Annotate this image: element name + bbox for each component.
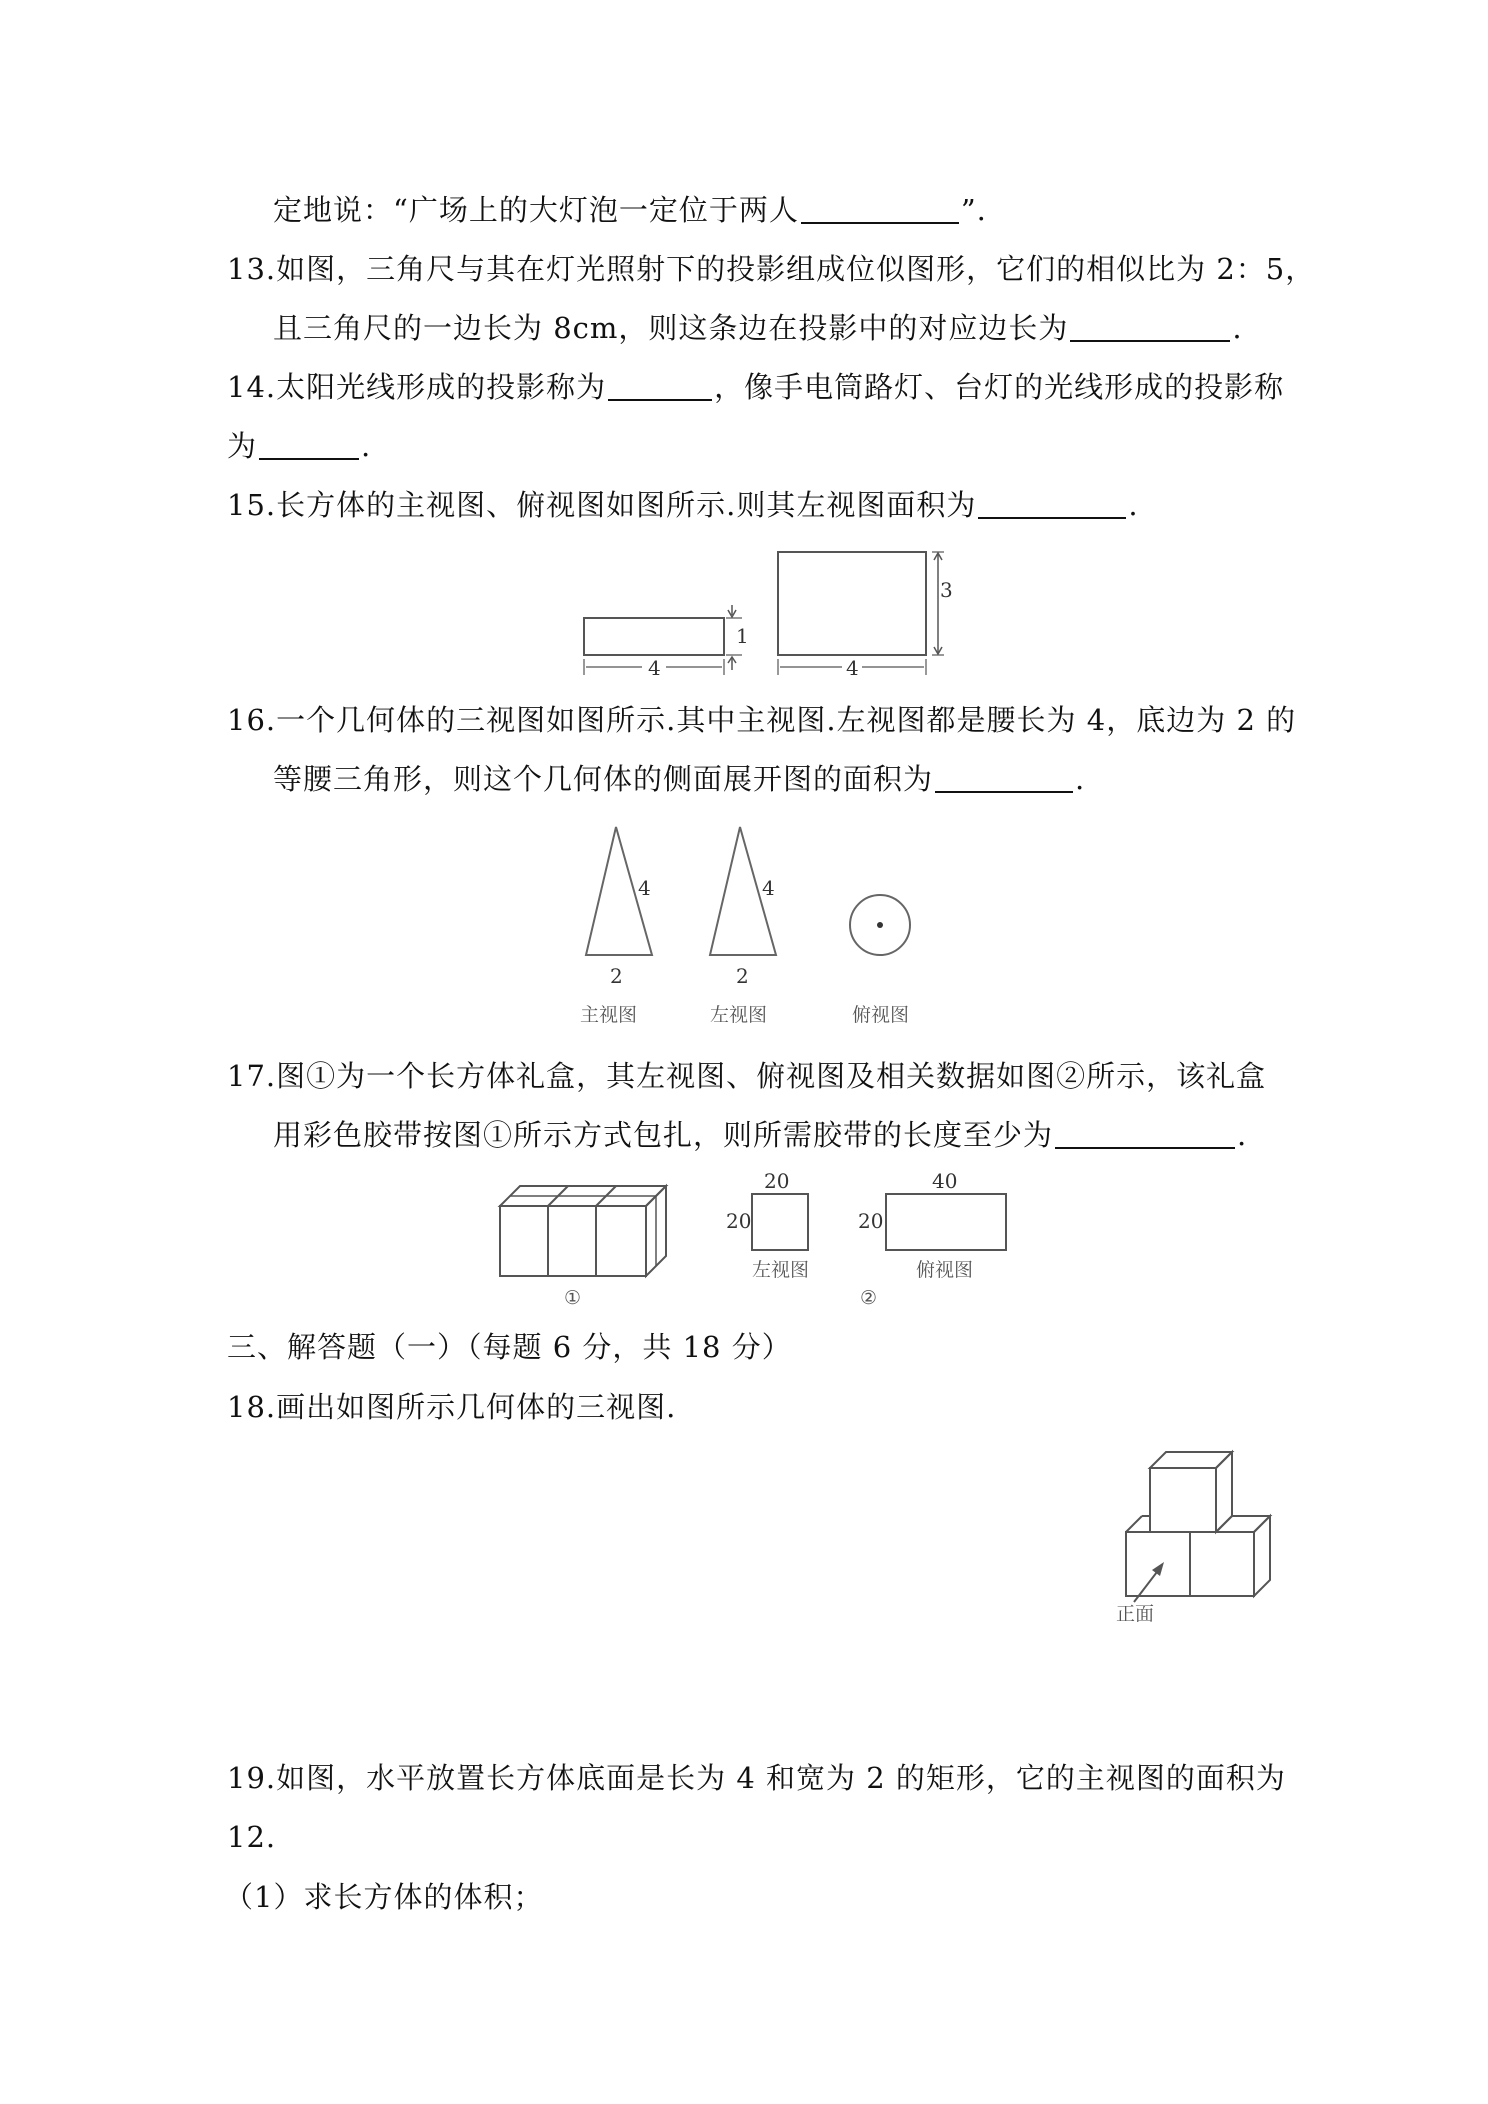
q17-answer-blank[interactable] [1055,1117,1235,1149]
q14-answer-blank-2[interactable] [259,428,359,460]
q16-front-side-label: 4 [638,876,651,900]
q14-text-b: ，像手电筒路灯、台灯的光线形成的投影称 [714,370,1285,404]
q19-line2: 12. [227,1820,277,1854]
section3-title: 三、解答题（一）（每题 6 分，共 18 分） [227,1330,792,1364]
q18-line: 18.画出如图所示几何体的三视图. [227,1390,677,1424]
q17-cap-top: 俯视图 [916,1259,974,1281]
q16-caption-front: 主视图 [580,1004,638,1026]
top-width-label: 4 [846,656,859,680]
front-height-label: 1 [736,624,749,648]
q17-left-height: 20 [726,1209,752,1233]
q16-caption-top: 俯视图 [852,1004,910,1026]
q14-text-a: 14.太阳光线形成的投影称为 [227,370,607,404]
q17-label-2: ② [860,1287,878,1309]
q17-top-width: 40 [932,1169,958,1193]
q14-text-c: 为 [227,429,258,463]
top-view-rect [778,552,926,655]
front-width-label: 4 [648,656,661,680]
q16-answer-blank[interactable] [935,761,1073,793]
q18-front-label: 正面 [1116,1603,1155,1625]
q16-left-base-label: 2 [736,964,749,988]
q16-caption-left: 左视图 [710,1004,768,1026]
q16-line1: 16.一个几何体的三视图如图所示.其中主视图.左视图都是腰长为 4，底边为 2 的 [227,703,1297,737]
q12-end: ”. [960,193,987,227]
q17-cap-left: 左视图 [752,1259,810,1281]
q12-answer-blank[interactable] [801,192,959,224]
q13-end: . [1232,311,1243,345]
q18-figure [1110,1440,1280,1625]
q13-answer-blank[interactable] [1070,310,1230,342]
q14-line1 [227,367,1284,407]
q17-end: . [1237,1118,1248,1152]
q16-text: 等腰三角形，则这个几何体的侧面展开图的面积为 [273,762,934,796]
q17-top-height: 20 [858,1209,884,1233]
q14-end: . [361,429,372,463]
q15-answer-blank[interactable] [978,487,1126,519]
q12-line [273,190,987,230]
q17-left-width: 20 [764,1169,790,1193]
q16-figure [570,815,940,1035]
q16-end: . [1075,762,1086,796]
q16-line2 [273,759,1085,799]
q17-line1: 17.图①为一个长方体礼盒，其左视图、俯视图及相关数据如图②所示，该礼盒 [227,1059,1267,1093]
q13-text: 且三角尺的一边长为 8cm，则这条边在投影中的对应边长为 [273,311,1069,345]
q15-end: . [1128,488,1139,522]
q15-text: 15.长方体的主视图、俯视图如图所示.则其左视图面积为 [227,488,977,522]
q17-label-1: ① [564,1287,582,1309]
q13-line2 [273,308,1243,348]
q14-answer-blank-1[interactable] [608,369,712,401]
q17-text: 用彩色胶带按图①所示方式包扎，则所需胶带的长度至少为 [273,1118,1054,1152]
q17-figure [490,1170,1030,1310]
q19-sub1: （1）求长方体的体积； [224,1880,544,1914]
q15-line [227,485,1139,525]
q12-text: 定地说：“广场上的大灯泡一定位于两人 [273,193,799,227]
q14-line2 [227,426,371,466]
q15-figure [570,545,953,680]
q16-left-side-label: 4 [762,876,775,900]
q19-line1: 19.如图，水平放置长方体底面是长为 4 和宽为 2 的矩形，它的主视图的面积为 [227,1761,1286,1795]
top-height-label: 3 [940,578,953,602]
q17-line2 [273,1115,1247,1155]
q16-front-base-label: 2 [610,964,623,988]
front-view-rect [584,618,724,655]
q13-line1: 13.如图，三角尺与其在灯光照射下的投影组成位似图形，它们的相似比为 2：5， [227,252,1316,286]
